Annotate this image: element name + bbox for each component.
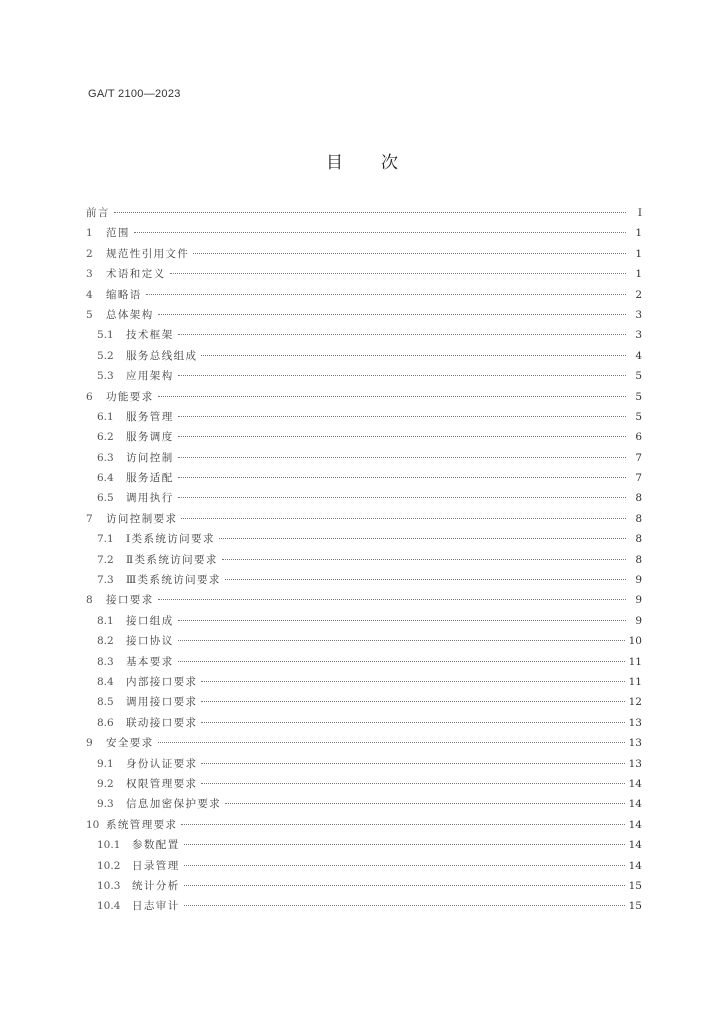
toc-entry[interactable] [86,876,642,896]
toc-entry-title: 系统管理要求 [106,818,178,831]
toc-entry-title: 功能要求 [106,390,154,403]
toc-entry[interactable] [86,305,642,325]
toc-entry[interactable] [86,203,642,223]
toc-entry-page: 12 [628,696,642,709]
toc-entry-title: 内部接口要求 [126,675,198,688]
toc-entry[interactable] [86,733,642,753]
toc-entry[interactable] [86,672,642,692]
toc-entry-page: 15 [628,900,642,913]
toc-entry-page: 2 [635,288,642,301]
toc-entry-title: 参数配置 [132,839,180,852]
toc-dot-leader [134,232,626,233]
toc-dot-leader [184,865,625,866]
toc-entry-page: I [637,207,642,219]
toc-dot-leader [201,355,626,356]
toc-entry-page: 10 [628,635,642,648]
toc-dot-leader [178,457,626,458]
toc-entry-page: 15 [628,879,642,892]
toc-entry-number: 6.4 [97,472,114,485]
toc-entry-number: 10 [86,818,100,831]
toc-entry-page: 14 [628,777,642,790]
toc-entry-number: 5.1 [97,329,114,342]
toc-entry-title: 日志审计 [132,900,180,913]
toc-entry-page: 3 [635,329,642,342]
toc-dot-leader [201,681,624,682]
toc-entry-number: 7.1 [97,533,114,546]
toc-entry-page: 13 [628,737,642,750]
toc-entry-number: 8.2 [97,635,114,648]
toc-dot-leader [181,518,626,519]
toc-entry-number: 6 [86,390,93,403]
toc-dot-leader [178,620,626,621]
toc-entry-title: Ⅱ类系统访问要求 [126,553,218,566]
toc-dot-leader [158,314,626,315]
toc-entry[interactable] [86,713,642,733]
toc-entry[interactable] [86,590,642,610]
toc-entry-page: 14 [628,818,642,831]
toc-dot-leader [201,763,624,764]
toc-dot-leader [225,803,624,804]
toc-entry-number: 7 [86,512,93,525]
toc-entry-title: 术语和定义 [106,268,166,281]
document-code: GA/T 2100—2023 [88,88,181,100]
toc-entry[interactable] [86,325,642,345]
toc-entry-number: 9 [86,737,93,750]
toc-entry[interactable] [86,815,642,835]
toc-entry-page: 7 [635,451,642,464]
toc-entry-title: 日录管理 [132,859,180,872]
toc-entry-page: 11 [628,675,642,688]
toc-entry-title: 访问控制要求 [106,512,178,525]
toc-entry-number: 5.3 [97,370,114,383]
toc-dot-leader [201,701,624,702]
toc-entry-number: 9.3 [97,798,114,811]
toc-entry[interactable] [86,244,642,264]
toc-entry-page: 4 [635,349,642,362]
toc-entry-number: 2 [86,247,93,260]
toc-dot-leader [178,497,626,498]
toc-dot-leader [178,334,626,335]
toc-entry-title: 统计分析 [132,879,180,892]
toc-entry-page: 1 [635,227,642,240]
toc-entry[interactable] [86,223,642,243]
toc-entry-page: 9 [635,574,642,587]
toc-entry[interactable] [86,448,642,468]
toc-dot-leader [114,212,626,213]
toc-entry-page: 8 [635,553,642,566]
toc-entry-page: 7 [635,472,642,485]
toc-entry-number: 9.1 [97,757,114,770]
toc-entry-page: 6 [635,431,642,444]
toc-entry-number: 10.2 [97,859,121,872]
toc-entry-page: 14 [628,839,642,852]
toc-entry-title: 前言 [86,207,110,219]
toc-entry-number: 8.3 [97,655,114,668]
toc-entry-number: 8.5 [97,696,114,709]
page-title [0,148,724,173]
toc-entry-title: 联动接口要求 [126,716,198,729]
toc-entry-number: 8.4 [97,675,114,688]
title-char-1: 目 [326,153,343,173]
toc-entry-title: 接口要求 [106,594,154,607]
toc-entry[interactable] [86,570,642,590]
toc-dot-leader [158,742,625,743]
toc-entry[interactable] [86,774,642,794]
toc-entry-number: 4 [86,288,93,301]
toc-dot-leader [178,436,626,437]
toc-entry[interactable] [86,468,642,488]
toc-entry[interactable] [86,509,642,529]
toc-entry-title: 服务适配 [126,472,174,485]
toc-entry-page: 8 [635,492,642,505]
toc-entry[interactable] [86,488,642,508]
toc-entry-number: 9.2 [97,777,114,790]
toc-dot-leader [184,885,625,886]
toc-entry[interactable] [86,794,642,814]
toc-dot-leader [184,844,625,845]
toc-dot-leader [201,722,624,723]
toc-entry[interactable] [86,856,642,876]
toc-entry-number: 10.1 [97,839,121,852]
toc-entry-title: 服务管理 [126,410,174,423]
toc-entry-number: 8.6 [97,716,114,729]
toc-entry-title: 身份认证要求 [126,757,198,770]
toc-entry[interactable] [86,652,642,672]
toc-entry-page: 14 [628,798,642,811]
toc-dot-leader [170,273,627,274]
toc-entry-number: 10.4 [97,900,121,913]
toc-entry-title: 服务调度 [126,431,174,444]
toc-entry-page: 5 [635,370,642,383]
toc-entry-page: 8 [635,512,642,525]
toc-entry-number: 6.2 [97,431,114,444]
title-char-2: 次 [381,153,398,173]
toc-entry-number: 5.2 [97,349,114,362]
toc-entry-title: 信息加密保护要求 [126,798,222,811]
toc-entry[interactable] [86,285,642,305]
toc-entry-title: 规范性引用文件 [106,247,190,260]
toc-entry-title: 服务总线组成 [126,349,198,362]
toc-entry[interactable] [86,366,642,386]
toc-entry-page: 1 [635,247,642,260]
toc-dot-leader [225,579,626,580]
toc-entry-title: 访问控制 [126,451,174,464]
toc-entry-title: Ⅲ类系统访问要求 [126,574,221,587]
toc-entry-title: 缩略语 [106,288,142,301]
toc-entry-number: 8.1 [97,614,114,627]
toc-entry-number: 6.1 [97,410,114,423]
toc-dot-leader [178,375,626,376]
table-of-contents [86,203,642,917]
toc-entry-title: 总体架构 [106,308,154,321]
toc-dot-leader [181,824,624,825]
toc-entry-number: 5 [86,308,93,321]
toc-entry[interactable] [86,387,642,407]
toc-entry-page: 13 [628,757,642,770]
toc-dot-leader [219,538,626,539]
toc-entry[interactable] [86,346,642,366]
toc-entry-number: 8 [86,594,93,607]
toc-entry[interactable] [86,631,642,651]
toc-entry[interactable] [86,692,642,712]
toc-entry-number: 10.3 [97,879,121,892]
toc-entry-page: 5 [635,410,642,423]
toc-entry-number: 3 [86,268,93,281]
toc-entry-title: 调用接口要求 [126,696,198,709]
toc-entry-page: 11 [628,655,642,668]
toc-dot-leader [178,661,625,662]
toc-entry-title: 应用架构 [126,370,174,383]
toc-entry-title: 权限管理要求 [126,777,198,790]
toc-entry-page: 14 [628,859,642,872]
toc-entry-number: 7.2 [97,553,114,566]
toc-entry-title: 调用执行 [126,492,174,505]
toc-entry-page: 8 [635,533,642,546]
toc-entry-title: 基本要求 [126,655,174,668]
toc-entry-page: 9 [635,594,642,607]
toc-entry[interactable] [86,611,642,631]
toc-entry[interactable] [86,835,642,855]
toc-entry[interactable] [86,896,642,916]
toc-entry[interactable] [86,754,642,774]
toc-dot-leader [146,294,626,295]
toc-entry-title: 技术框架 [126,329,174,342]
toc-entry-page: 9 [635,614,642,627]
toc-entry-page: 1 [635,268,642,281]
toc-entry-title: 安全要求 [106,737,154,750]
toc-dot-leader [158,599,626,600]
toc-entry-number: 1 [86,227,93,240]
toc-dot-leader [178,477,626,478]
toc-entry[interactable] [86,407,642,427]
toc-dot-leader [201,783,624,784]
toc-dot-leader [158,396,626,397]
toc-entry-number: 6.3 [97,451,114,464]
toc-entry[interactable] [86,529,642,549]
toc-entry[interactable] [86,264,642,284]
toc-entry-title: 范围 [106,227,130,240]
toc-entry-title: 接口组成 [126,614,174,627]
toc-dot-leader [178,640,625,641]
toc-entry-title: Ⅰ类系统访问要求 [126,533,215,546]
toc-entry[interactable] [86,550,642,570]
toc-dot-leader [193,253,626,254]
toc-entry[interactable] [86,427,642,447]
toc-entry-page: 13 [628,716,642,729]
toc-dot-leader [184,905,625,906]
toc-dot-leader [178,416,626,417]
toc-entry-page: 5 [635,390,642,403]
toc-entry-title: 接口协议 [126,635,174,648]
toc-entry-number: 7.3 [97,574,114,587]
toc-dot-leader [222,559,626,560]
toc-entry-page: 3 [635,308,642,321]
toc-entry-number: 6.5 [97,492,114,505]
